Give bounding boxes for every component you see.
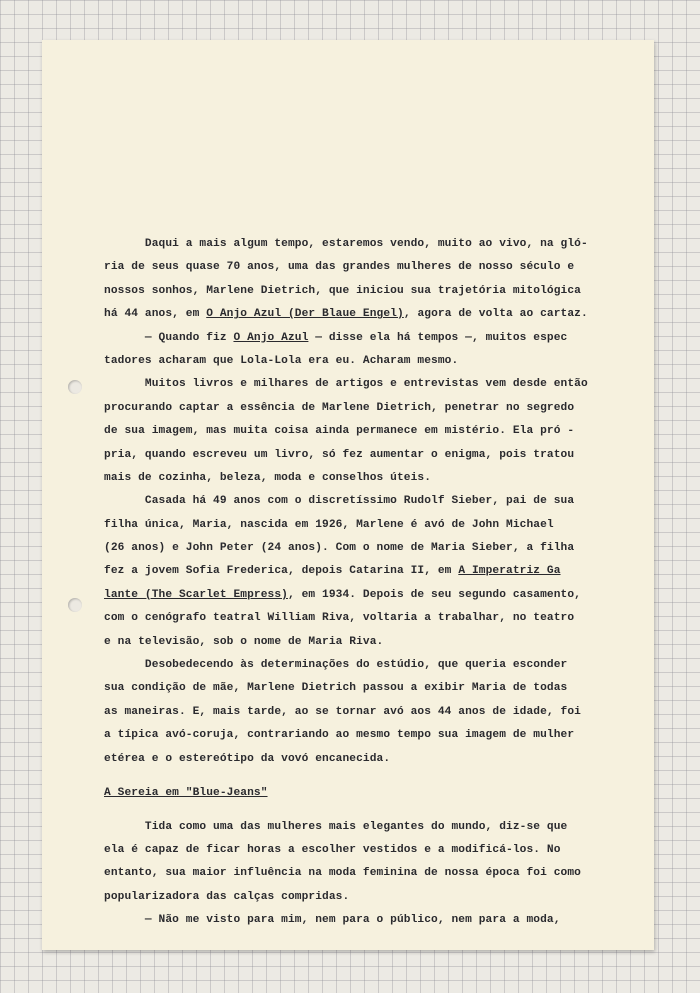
punch-hole (68, 598, 82, 612)
paragraph (104, 327, 624, 374)
text-line: filha única, Maria, nascida em 1926, Marlene é avó de John Michael (104, 518, 554, 531)
text-line: Tida como uma das mulheres mais elegantes do mundo, diz-se que (104, 820, 568, 833)
text-segment: , em 1934. Depois de seu segundo casamento, (287, 588, 581, 601)
text-line: de sua imagem, mas muita coisa ainda permanece em mistério. Ela pró - (104, 425, 575, 438)
paragraph (104, 816, 624, 910)
text-line: as maneiras. E, mais tarde, ao se tornar avó aos 44 anos de idade, foi (104, 705, 581, 718)
text-line (104, 560, 624, 583)
text-line: Muitos livros e milhares de artigos e entrevistas vem desde então (104, 378, 588, 391)
text-line: ela é capaz de ficar horas a escolher vestidos e a modificá-los. No (104, 843, 561, 856)
text-line: Daqui a mais algum tempo, estaremos vendo, muito ao vivo, na gló- (104, 238, 588, 250)
text-line: nossos sonhos, Marlene Dietrich, que iniciou sua trajetória mitológica (104, 284, 581, 297)
text-line: mais de cozinha, beleza, moda e conselhos úteis. (104, 471, 432, 484)
text-segment: — disse ela há tempos —, muitos espec (308, 331, 568, 344)
text-line (104, 584, 624, 607)
film-title: O Anjo Azul (233, 331, 309, 344)
film-title: O Anjo Azul (Der Blaue Engel) (206, 308, 404, 321)
text-line: a típica avó-coruja, contrariando ao mesmo tempo sua imagem de mulher (104, 729, 575, 742)
text-segment: fez a jovem Sofia Frederica, depois Catarina II, em (104, 565, 459, 578)
section-heading: A Sereia em "Blue-Jeans" (104, 786, 268, 799)
text-line: — Não me visto para mim, nem para o público, nem para a moda, (104, 914, 561, 927)
text-line (104, 303, 624, 326)
paragraph (104, 654, 624, 782)
text-segment: há 44 anos, em (104, 308, 207, 321)
paragraph (104, 490, 624, 654)
paragraph (104, 233, 624, 327)
text-line: entanto, sua maior influência na moda feminina de nossa época foi como (104, 867, 581, 880)
paragraph (104, 373, 624, 490)
typed-text-body (104, 233, 624, 933)
text-segment: , agora de volta ao cartaz. (403, 308, 588, 321)
film-title: A Imperatriz Ga (458, 565, 561, 578)
text-line: Desobedecendo às determinações do estúdio, que queria esconder (104, 659, 568, 672)
text-line: Casada há 49 anos com o discretíssimo Rudolf Sieber, pai de sua (104, 495, 575, 508)
text-line (104, 327, 624, 350)
text-line: tadores acharam que Lola-Lola era eu. Acharam mesmo. (104, 354, 459, 367)
text-line: com o cenógrafo teatral William Riva, voltaria a trabalhar, no teatro (104, 612, 575, 625)
film-title: lante (The Scarlet Empress) (104, 588, 288, 601)
text-line: popularizadora das calças compridas. (104, 890, 350, 903)
text-line: procurando captar a essência de Marlene Dietrich, penetrar no segredo (104, 401, 575, 414)
text-segment: — Quando fiz (104, 331, 234, 344)
text-line: sua condição de mãe, Marlene Dietrich passou a exibir Maria de todas (104, 682, 568, 695)
typewritten-page (42, 40, 654, 950)
text-line: ria de seus quase 70 anos, uma das grandes mulheres de nosso século e (104, 261, 575, 274)
text-line: (26 anos) e John Peter (24 anos). Com o nome de Maria Sieber, a filha (104, 542, 575, 555)
text-line: e na televisão, sob o nome de Maria Riva. (104, 635, 384, 648)
punch-hole (68, 380, 82, 394)
text-line: etérea e o estereótipo da vovó encanecida. (104, 752, 391, 765)
paragraph (104, 909, 624, 932)
text-line: pria, quando escreveu um livro, só fez aumentar o enigma, pois tratou (104, 448, 575, 461)
